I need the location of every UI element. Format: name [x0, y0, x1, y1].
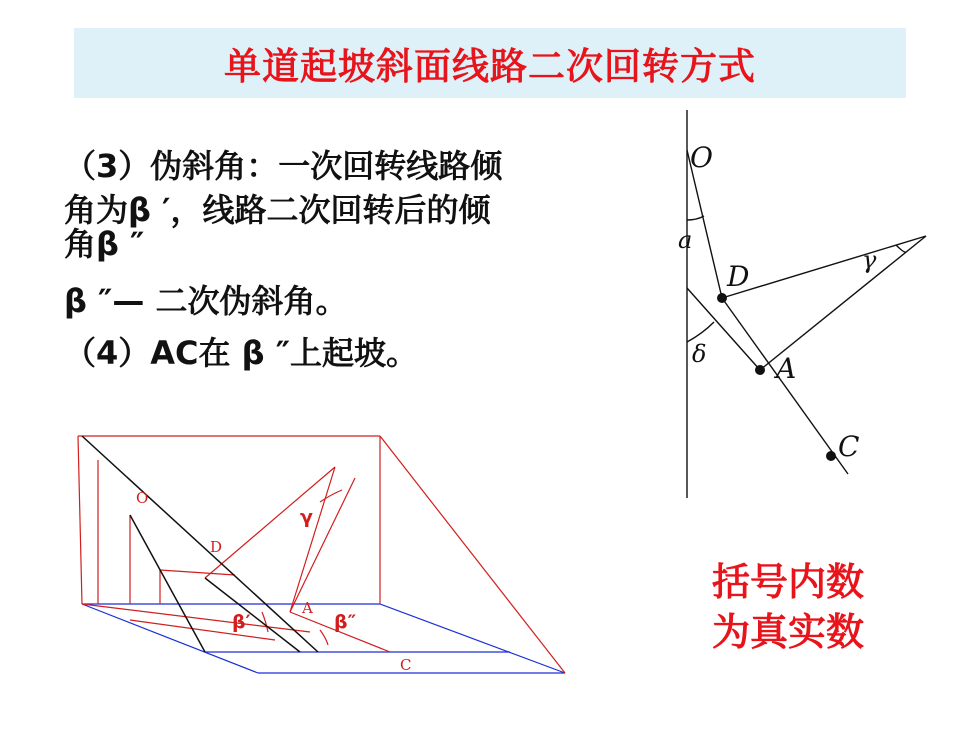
red-slope-edge — [380, 436, 565, 673]
left-label-O: O — [136, 489, 149, 507]
text-line-1: （3）伪斜角：一次回转线路倾 — [64, 147, 503, 185]
text-line-3: 角β ″ — [64, 225, 145, 263]
black-line-D — [205, 578, 300, 652]
black-line-O-floor — [130, 515, 205, 652]
red-D-base — [160, 570, 235, 575]
label-D: D — [727, 260, 750, 293]
red-left-vertical — [78, 436, 82, 604]
red-line-A-gamma — [290, 467, 335, 612]
note-line-1: 括号内数 — [712, 560, 865, 604]
left-label-gamma: γ — [300, 506, 313, 528]
slide-title: 单道起坡斜面线路二次回转方式 — [224, 45, 756, 88]
black-line-O-A — [82, 436, 318, 652]
text-line-5: （4）AC在 β ″上起坡。 — [64, 334, 419, 372]
red-line-A-gamma-2 — [290, 478, 355, 612]
red-beta2-arc — [320, 630, 328, 645]
label-A: A — [776, 352, 797, 385]
note-line-2: 为真实数 — [712, 610, 865, 654]
label-C: C — [838, 430, 860, 463]
left-label-beta1: β′ — [232, 611, 251, 633]
left-label-C: C — [400, 656, 412, 674]
left-label-beta2: β″ — [334, 611, 357, 633]
red-floor-diagonal-2 — [130, 620, 275, 640]
red-beta1-arc — [262, 612, 268, 632]
label-delta: δ — [692, 340, 707, 368]
left-label-D: D — [210, 538, 223, 556]
red-line-D-gamma — [205, 467, 335, 578]
text-line-4: β ″— 二次伪斜角。 — [64, 282, 348, 320]
label-O: O — [690, 141, 713, 174]
red-gamma-arc — [320, 490, 342, 502]
left-label-A: A — [302, 599, 313, 617]
label-gamma: γ — [862, 246, 877, 274]
text-line-2: 角为β ′，线路二次回转后的倾 — [64, 191, 491, 229]
label-alpha: a — [678, 226, 693, 254]
